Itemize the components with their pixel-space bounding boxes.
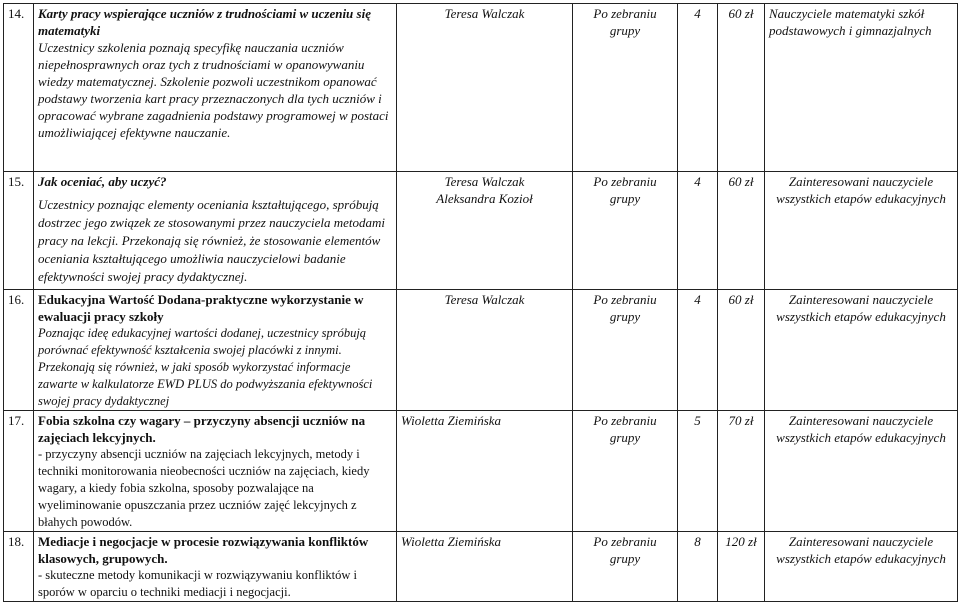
trainer: Teresa Walczak [444,174,525,189]
hours: 5 [678,411,718,532]
price: 60 zł [718,172,765,290]
price: 60 zł [718,4,765,172]
course-cell [34,532,397,602]
group-info: Po zebraniu grupy [573,172,678,290]
course-table [3,3,958,602]
trainer: Teresa Walczak [397,290,573,411]
course-description: Uczestnicy poznając elementy oceniania kształtującego, spróbują dostrzec jego związek ze stosowanymi przez nauczyciela metodami pracy na lekcji. Przekonają się również, że stosowanie elementów oceniania kształtującego umożliwia nauczycielowi badanie efektywności swojej pracy dydaktycznej. [38,197,385,284]
audience: Zainteresowani nauczyciele wszystkich etapów edukacyjnych [765,532,958,602]
group-info: Po zebraniu grupy [573,290,678,411]
course-title: Mediacje i negocjacje w procesie rozwiązywania konfliktów klasowych, grupowych. [38,534,369,566]
trainer: Wioletta Ziemińska [397,532,573,602]
group-info: Po zebraniu grupy [573,411,678,532]
table-row [4,290,958,411]
trainer: Wioletta Ziemińska [397,411,573,532]
price: 60 zł [718,290,765,411]
course-title: Edukacyjna Wartość Dodana-praktyczne wykorzystanie w ewaluacji pracy szkoły [38,292,364,324]
audience: Zainteresowani nauczyciele wszystkich etapów edukacyjnych [765,172,958,290]
group-info: Po zebraniu grupy [573,4,678,172]
price: 120 zł [718,532,765,602]
course-description: Uczestnicy szkolenia poznają specyfikę nauczania uczniów niepełnosprawnych oraz tych z trudnościami w opanowywaniu wiedzy matematycznej. Szkolenie pozwoli uczestnikom opanować podstawy tworzenia kart pracy przeznaczonych dla tych uczniów i opracować wybrane zagadnienia podstawy programowej w postaci umożliwiającej efektywne nauczanie. [38,40,389,140]
hours: 4 [678,290,718,411]
audience: Zainteresowani nauczyciele wszystkich etapów edukacyjnych [765,411,958,532]
trainer-cell [397,172,573,290]
table-row [4,532,958,602]
row-number: 14. [4,4,34,172]
hours: 8 [678,532,718,602]
group-info: Po zebraniu grupy [573,532,678,602]
course-title: Fobia szkolna czy wagary – przyczyny absencji uczniów na zajęciach lekcyjnych. [38,413,366,445]
course-cell [34,172,397,290]
row-number: 18. [4,532,34,602]
course-description: - skuteczne metody komunikacji w rozwiązywaniu konfliktów i sporów w oparciu o techniki mediacji i negocjacji. [38,568,358,599]
course-cell [34,4,397,172]
audience: Nauczyciele matematyki szkół podstawowych i gimnazjalnych [765,4,958,172]
table-row [4,4,958,172]
row-number: 16. [4,290,34,411]
table-row [4,411,958,532]
trainer-2: Aleksandra Kozioł [436,191,533,206]
course-cell [34,411,397,532]
trainer: Teresa Walczak [397,4,573,172]
course-title: Karty pracy wspierające uczniów z trudnościami w uczeniu się matematyki [38,6,371,38]
course-title: Jak oceniać, aby uczyć? [38,174,167,189]
course-cell [34,290,397,411]
hours: 4 [678,172,718,290]
row-number: 17. [4,411,34,532]
course-description: Poznając ideę edukacyjnej wartości dodanej, uczestnicy spróbują porównać efektywność kształcenia swojej placówki z innymi. Przekonają się również, w jaki sposób wykorzystać informacje zawarte w kalkulatorze EWD PLUS do podwyższania efektywności swojej pracy dydaktycznej [38,326,373,408]
course-description: - przyczyny absencji uczniów na zajęciach lekcyjnych, metody i techniki monitorowania nieobecności uczniów na zajęciach, kiedy wagary, a kiedy fobia szkolna, sposoby pozwalające na wyeliminowanie opuszczania przez uczniów zajęć lekcyjnych z błahych powodów. [38,447,370,529]
audience: Zainteresowani nauczyciele wszystkich etapów edukacyjnych [765,290,958,411]
price: 70 zł [718,411,765,532]
hours: 4 [678,4,718,172]
row-number: 15. [4,172,34,290]
table-row [4,172,958,290]
